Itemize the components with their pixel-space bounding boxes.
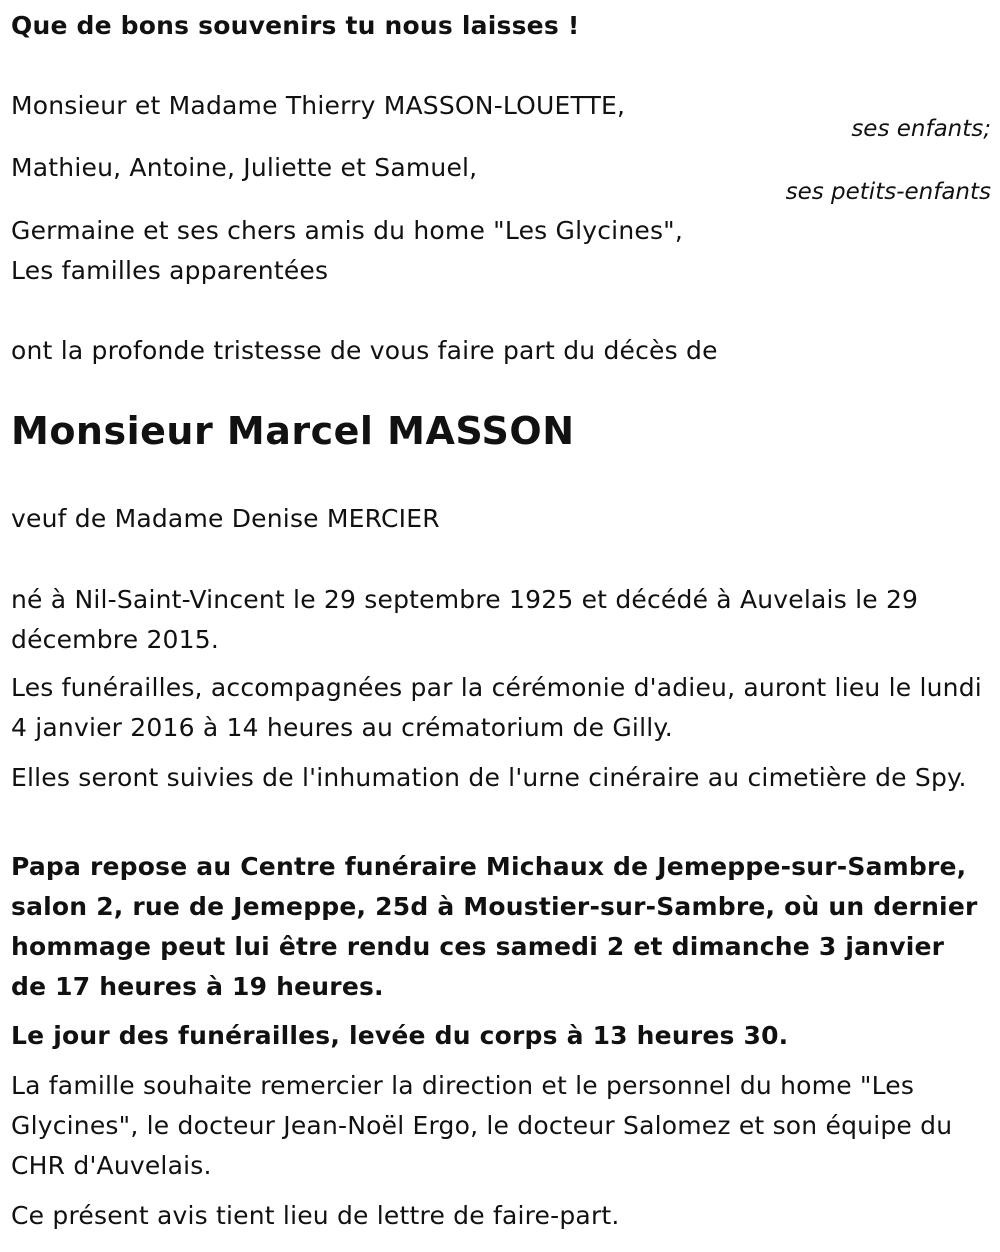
departure-line: Le jour des funérailles, levée du corps à 13 heures 30. [11, 1021, 789, 1050]
announcement-intro: ont la profonde tristesse de vous faire part du décès de [11, 336, 718, 365]
relatives-line: Les familles apparentées [11, 256, 329, 285]
thanks-paragraph: La famille souhaite remercier la direction et le personnel du home "Les Glycines", le docteur Jean-Noël Ergo, le docteur Salomez et son équipe du CHR d'Auvelais. [11, 1071, 953, 1180]
deceased-name: Monsieur Marcel MASSON [11, 409, 575, 453]
viewing-paragraph: Papa repose au Centre funéraire Michaux de Jemeppe-sur-Sambre, salon 2, rue de Jemeppe, 25d à Moustier-sur-Sambre, où un dernier hommage peut lui être rendu ces samedi 2 et dimanche 3 janvier de 17 heures à 19 heures. [11, 852, 978, 1001]
grandchildren-names: Mathieu, Antoine, Juliette et Samuel, [11, 153, 478, 182]
grandchildren-role: ses petits-enfants [785, 179, 991, 205]
opening-line: Que de bons souvenirs tu nous laisses ! [11, 11, 580, 40]
children-role: ses enfants; [851, 116, 991, 142]
friends-line: Germaine et ses chers amis du home "Les Glycines", [11, 216, 684, 245]
notice-line: Ce présent avis tient lieu de lettre de faire-part. [11, 1201, 620, 1230]
burial-paragraph: Elles seront suivies de l'inhumation de l'urne cinéraire au cimetière de Spy. [11, 763, 967, 792]
funeral-paragraph: Les funérailles, accompagnées par la cérémonie d'adieu, auront lieu le lundi 4 janvier 2016 à 14 heures au crématorium de Gilly. [11, 673, 982, 742]
widower-line: veuf de Madame Denise MERCIER [11, 504, 440, 533]
birth-death-paragraph: né à Nil-Saint-Vincent le 29 septembre 1925 et décédé à Auvelais le 29 décembre 2015. [11, 585, 919, 654]
children-names: Monsieur et Madame Thierry MASSON-LOUETTE, [11, 91, 626, 120]
